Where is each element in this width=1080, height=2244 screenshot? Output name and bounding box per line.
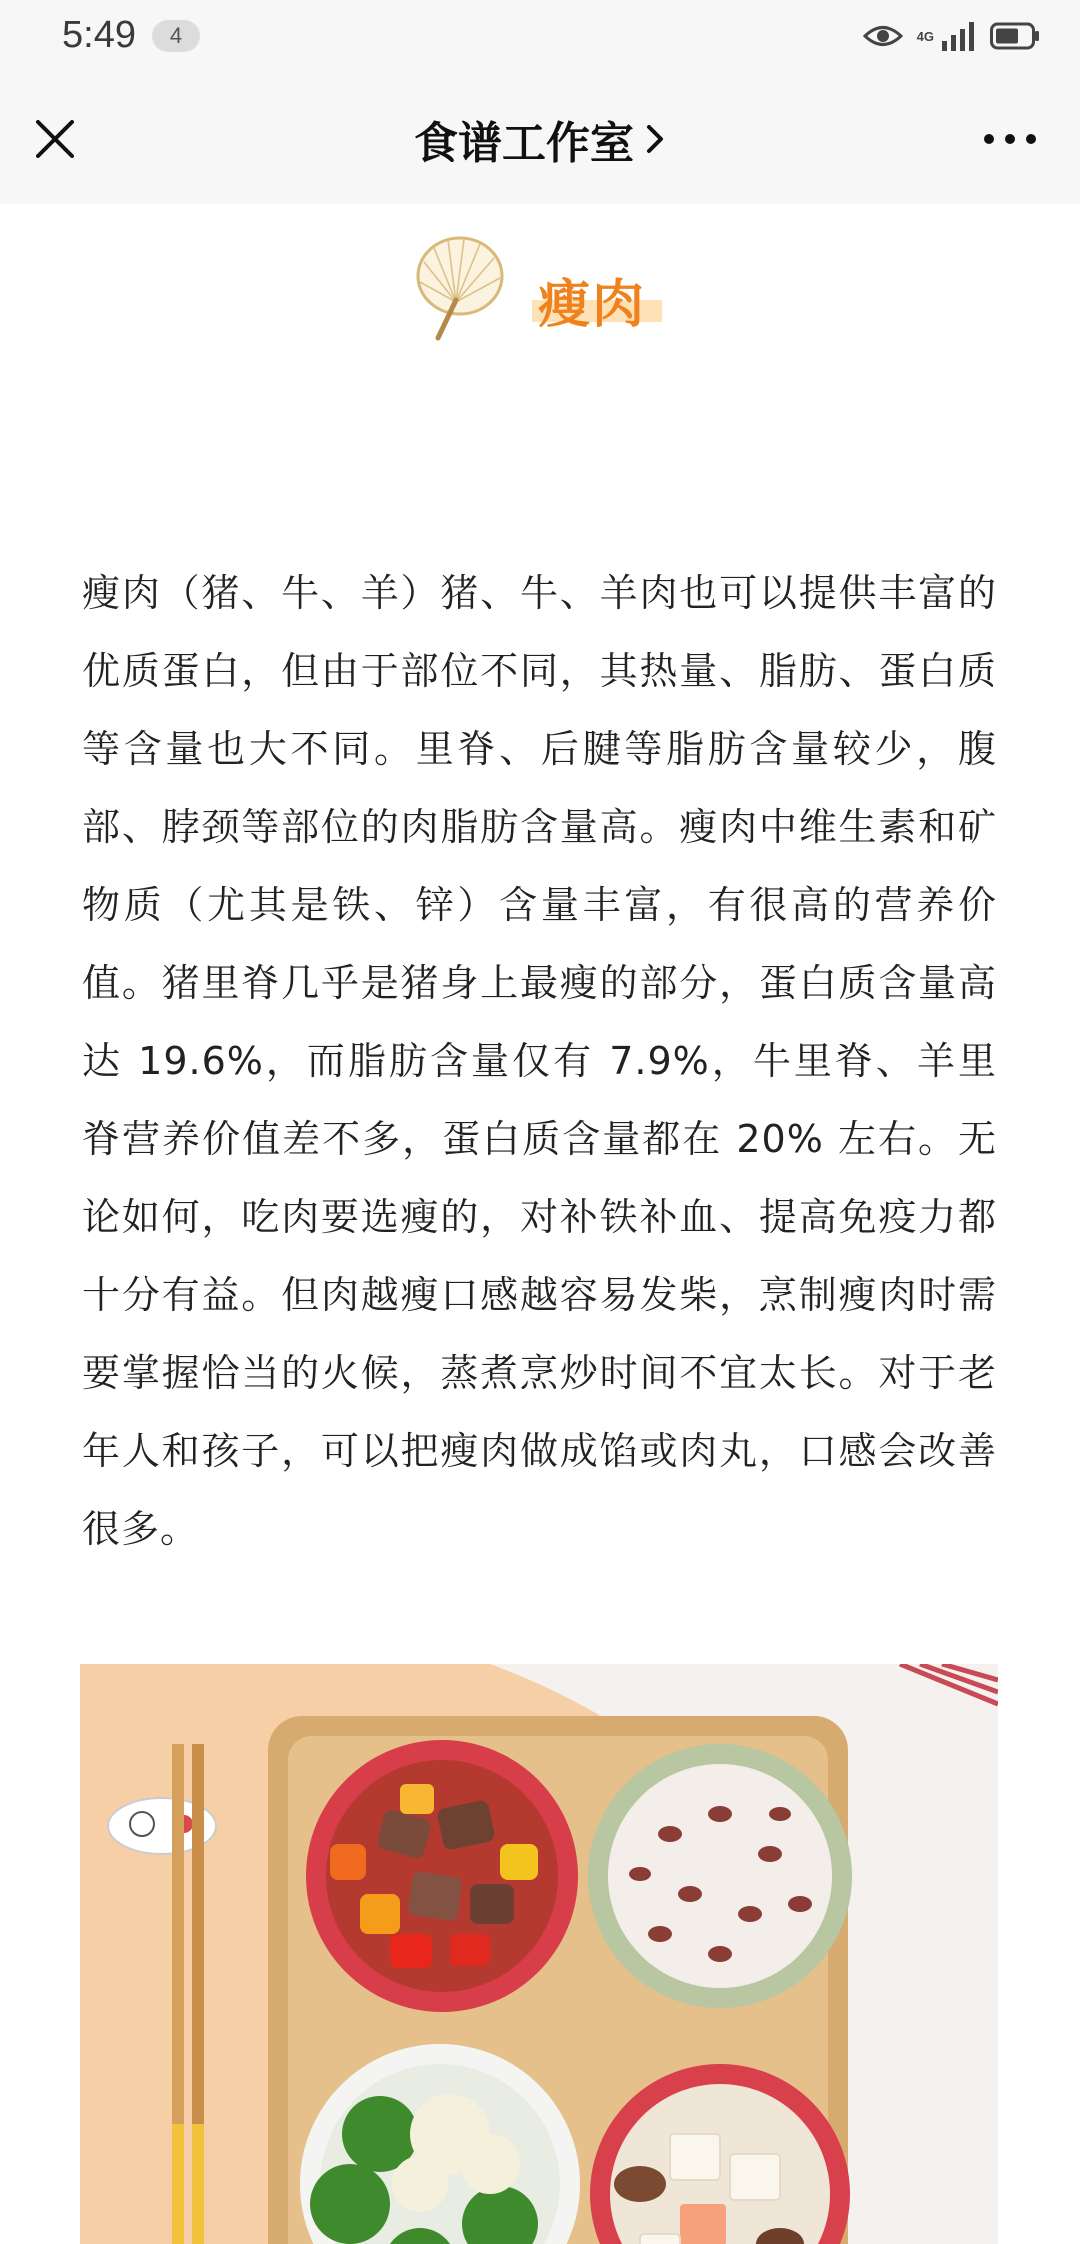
status-bar bbox=[0, 0, 1080, 74]
more-icon[interactable] bbox=[980, 124, 1040, 154]
eye-icon bbox=[863, 23, 903, 49]
notification-count-badge: 4 bbox=[152, 20, 200, 52]
signal-icon bbox=[942, 21, 976, 51]
network-type-label: 4G bbox=[916, 28, 934, 44]
status-time: 5:49 bbox=[62, 14, 136, 56]
nav-bar bbox=[0, 74, 1080, 204]
battery-icon bbox=[990, 22, 1040, 50]
account-title-link[interactable] bbox=[0, 74, 1080, 204]
status-icons bbox=[863, 16, 1040, 56]
chevron-right-icon bbox=[644, 121, 666, 157]
fan-icon bbox=[410, 234, 510, 344]
section-heading: 瘦肉 bbox=[538, 275, 647, 335]
nav-title: 食谱工作室 bbox=[414, 118, 634, 169]
article-content[interactable] bbox=[0, 204, 1080, 2244]
article-paragraph: 瘦肉（猪、牛、羊）猪、牛、羊肉也可以提供丰富的优质蛋白，但由于部位不同，其热量、脂肪、蛋白质等含量也大不同。里脊、后腱等脂肪含量较少，腹部、脖颈等部位的肉脂肪含量高。瘦肉中维生素和矿物质（尤其是铁、锌）含量丰富，有很高的营养价值。猪里脊几乎是猪身上最瘦的部分，蛋白质含量高达 19.6%，而脂肪含量仅有 7.9%，牛里脊、羊里脊营养价值差不多，蛋白质含量都在 20% 左右。无论如何，吃肉要选瘦的，对补铁补血、提高免疫力都十分有益。但肉越瘦口感越容易发柴，烹制瘦肉时需要掌握恰当的火候，蒸煮烹炒时间不宜太长。对于老年人和孩子，可以把瘦肉做成馅或肉丸，口感会改善很多。 bbox=[82, 571, 997, 1551]
food-photo bbox=[80, 1664, 998, 2244]
